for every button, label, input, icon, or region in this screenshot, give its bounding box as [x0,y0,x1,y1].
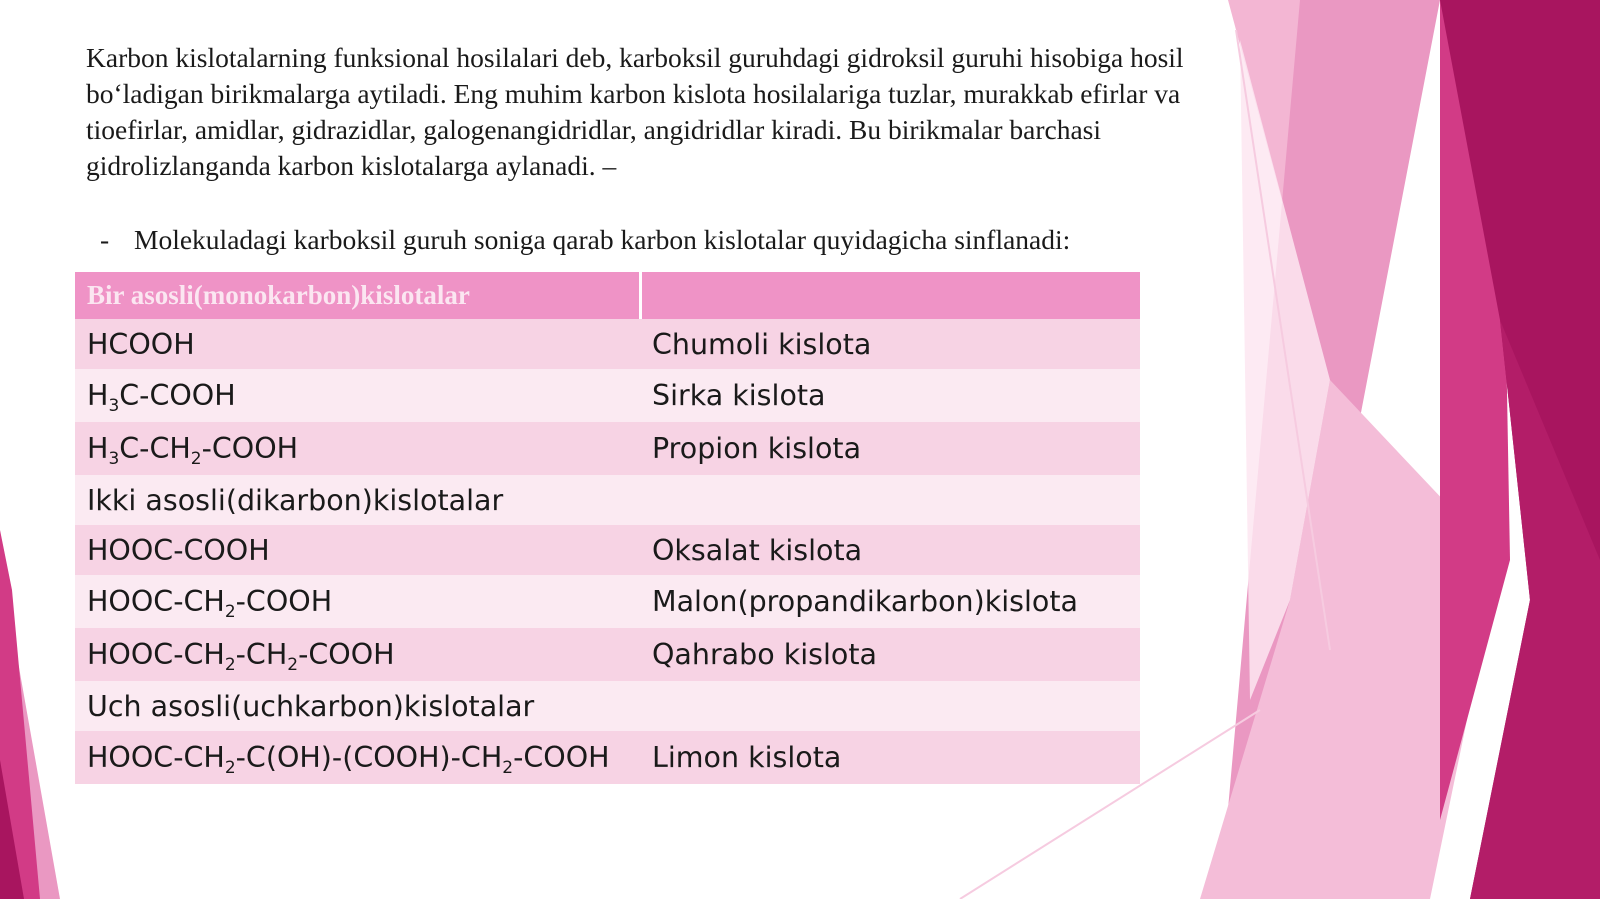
acid-name-cell: Sirka kislota [640,369,1140,422]
formula-text: Uch asosli(uchkarbon)kislotalar [87,689,535,723]
table-row [75,681,1140,731]
formula-cell [75,422,640,475]
acid-name-cell [640,681,1140,731]
formula-text: -COOH [298,638,395,671]
acid-name-cell: Qahrabo kislota [640,628,1140,681]
table-row [75,369,1140,422]
table-row [75,475,1140,525]
formula-text: Ikki asosli(dikarbon)kislotalar [87,483,504,517]
formula-text: H [87,432,109,465]
formula-cell [75,475,640,525]
formula-text: -COOH [235,585,333,618]
formula-text: HOOC-CH [87,638,225,671]
table-row [75,319,1140,369]
formula-cell [75,319,640,369]
acid-name-cell: Limon kislota [640,731,1140,784]
carboxylic-acid-table [75,272,1140,784]
acid-name-cell: Chumoli kislota [640,319,1140,369]
formula-subscript: 2 [502,758,514,778]
table-row [75,628,1140,681]
bullet-text: Molekuladagi karboksil guruh soniga qarab karbon kislotalar quyidagicha sinflanadi: [134,224,1071,255]
header-cell-category: Bir asosli(monokarbon)kislotalar [75,272,640,319]
formula-text: -CH [235,638,288,671]
acid-name-cell: Propion kislota [640,422,1140,475]
bullet-marker: - [100,224,110,255]
acid-name-cell [640,475,1140,525]
classification-bullet [100,222,1300,258]
formula-subscript: 3 [108,396,120,416]
formula-subscript: 2 [224,758,236,778]
formula-text: HOOC-CH [87,741,225,774]
formula-cell [75,369,640,422]
formula-text: HCOOH [87,327,195,361]
formula-subscript: 2 [287,655,299,675]
acid-name-cell: Malon(propandikarbon)kislota [640,575,1140,628]
header-cell-blank [640,272,1140,319]
formula-cell [75,575,640,628]
formula-text: C-CH [119,432,191,465]
formula-text: -C(OH)-(COOH)-CH [235,741,503,774]
formula-subscript: 2 [224,655,236,675]
formula-text: HOOC-COOH [87,533,270,567]
table-row [75,422,1140,475]
formula-text: H [87,379,109,412]
table-row [75,731,1140,784]
table-header-row [75,272,1140,319]
formula-cell [75,731,640,784]
table-row [75,575,1140,628]
table-row [75,525,1140,575]
table-body [75,319,1140,784]
formula-cell [75,525,640,575]
formula-text: C-COOH [119,379,236,412]
intro-paragraph: Karbon kislotalarning funksional hosilalari deb, karboksil guruhdagi gidroksil guruhi hisobiga hosil bo‘ladigan birikmalarga aytiladi. Eng muhim karbon kislota hosilalariga tuzlar, murakkab efirlar va tioefirlar, amidlar, gidrazidlar, galogenangidridlar, angidridlar kiradi. Bu birikmalar barchasi gidrolizlanganda karbon kislotalarga aylanadi. – [86,42,1184,181]
acid-name-cell: Oksalat kislota [640,525,1140,575]
formula-subscript: 3 [108,449,120,469]
formula-subscript: 2 [190,449,202,469]
formula-text: HOOC-CH [87,585,225,618]
formula-text: -COOH [513,741,610,774]
formula-subscript: 2 [224,602,236,622]
formula-cell [75,628,640,681]
formula-text: -COOH [201,432,299,465]
formula-cell [75,681,640,731]
